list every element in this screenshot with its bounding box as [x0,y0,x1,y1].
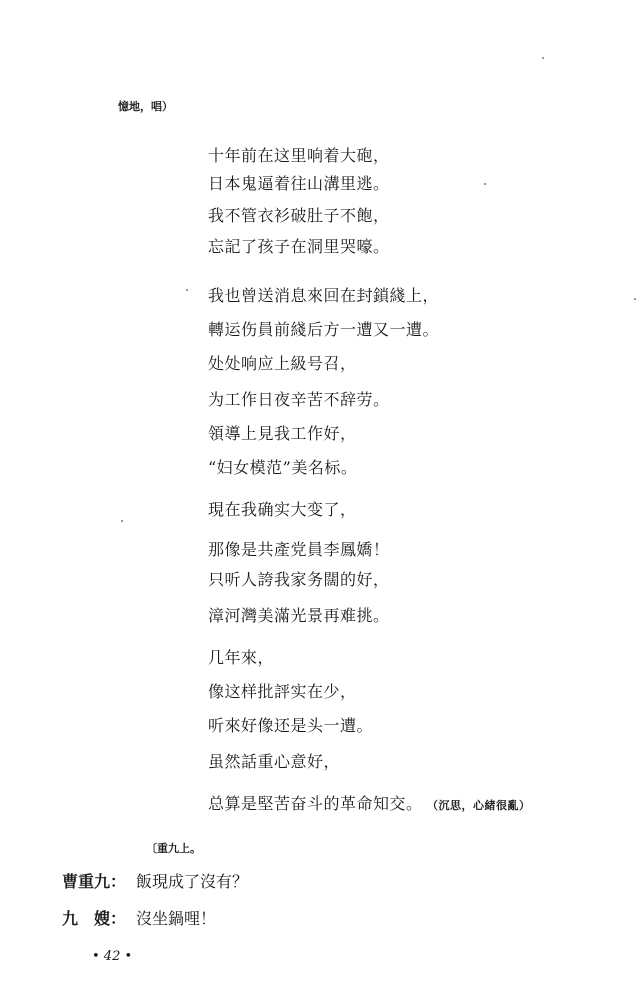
verse-line [208,500,357,520]
verse-text: 处处响应上級号召， [208,354,357,373]
verse-line [208,354,357,374]
stage-annotation: （沉思，心緒很亂） [432,799,531,812]
dialogue-line-2 [62,906,216,929]
verse-line [208,206,390,226]
verse-line [208,606,390,626]
verse-line [208,320,439,340]
verse-line [208,794,531,816]
verse-line [208,390,390,410]
scan-speck [484,183,486,185]
scan-speck [186,289,188,291]
verse-text: 現在我确实大变了， [208,500,357,519]
verse-text: 日本鬼逼着往山溝里逃。 [208,174,390,193]
verse-text: 我不管衣衫破肚子不飽， [208,206,390,225]
verse-text: 听來好像还是头一遭。 [208,716,374,735]
verse-text: 十年前在这里响着大砲， [208,146,390,165]
verse-text: 那像是共產党員李鳳嬌！ [208,540,390,559]
verse-line [208,570,390,590]
verse-text: 为工作日夜辛苦不辞劳。 [208,390,390,409]
verse-line [208,286,439,306]
verse-line [208,716,373,736]
verse-text: 像这样批評实在少， [208,682,357,701]
scan-speck [542,57,544,59]
verse-line [208,174,390,194]
verse-text: 只听人誇我家务闊的好， [208,570,390,589]
dialogue-line-1 [62,869,248,892]
dialogue-text: 飯現成了沒有？ [136,872,249,891]
verse-line [208,237,390,257]
dialogue-text: 沒坐鍋哩！ [136,909,217,928]
verse-line [208,458,357,478]
verse-line [208,540,390,560]
verse-line [208,424,357,444]
speaker-name: 九 嫂： [62,909,127,928]
verse-text: 領導上見我工作好， [208,424,357,443]
verse-text: 总算是堅苦奋斗的革命知交。 [208,794,423,813]
stage-direction-enter: 〔重九上。 [146,842,201,855]
verse-text: 轉运伤員前綫后方一遭又一遭。 [208,320,440,339]
verse-line [208,648,274,668]
verse-line [208,146,390,166]
verse-text: 我也曾送消息來回在封鎖綫上， [208,286,440,305]
speaker-name: 曹重九： [62,872,127,891]
scan-speck [121,520,123,522]
verse-line [208,752,340,772]
verse-text: 几年來， [208,648,275,667]
scan-speck [634,298,636,300]
page-number: • 42 • [92,949,133,964]
verse-text: 忘記了孩子在洞里哭嚎。 [208,237,390,256]
verse-text: 漳河灣美滿光景再难挑。 [208,606,390,625]
verse-text: “妇女模范”美名标。 [208,458,358,477]
verse-text: 虽然話重心意好， [208,752,341,771]
stage-direction-top: 憶地，唱） [118,100,173,113]
verse-line [208,682,357,702]
